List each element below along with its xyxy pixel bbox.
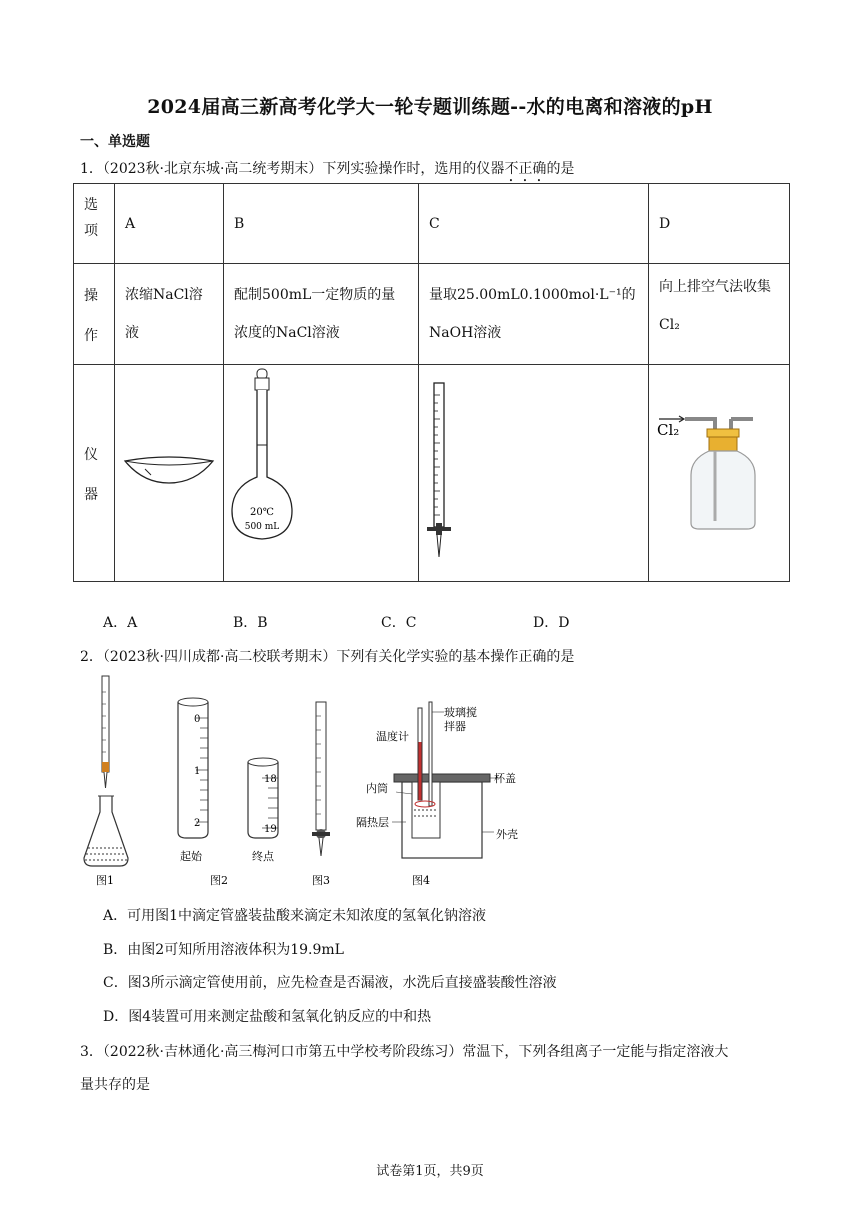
row-header-option: 选项 — [74, 184, 115, 264]
tick-0: 0 — [194, 714, 201, 725]
q1-prefix: 1．（2023秋·北京东城·高二统考期末）下列实验操作时，选用的仪器 — [80, 161, 505, 177]
evaporating-dish-icon — [115, 365, 223, 577]
burette-icon — [419, 365, 648, 577]
op-c: 量取25.00mL0.1000mol·L⁻¹的NaOH溶液 — [419, 264, 649, 365]
q1-option-c[interactable]: C．C — [381, 615, 417, 631]
tick-19: 19 — [264, 824, 277, 835]
label-stirrer-1: 玻璃搅 — [444, 706, 477, 719]
label-insulation: 隔热层 — [356, 816, 389, 829]
q1-emphasis: 不正确 — [504, 161, 547, 177]
flask-temp-label: 20℃ — [250, 507, 274, 518]
label-end: 终点 — [252, 850, 274, 863]
q2-answer-b[interactable]: B．由图2可知所用溶液体积为19.9mL — [103, 942, 344, 958]
op-b: 配制500mL一定物质的量浓度的NaCl溶液 — [224, 264, 419, 365]
tick-18: 18 — [264, 774, 277, 785]
flask-volume-label: 500 mL — [244, 522, 280, 532]
section-heading: 一、单选题 — [80, 134, 150, 150]
cl2-label: Cl₂ — [657, 421, 680, 439]
page-footer: 试卷第1页，共9页 — [376, 1164, 484, 1179]
instrument-c — [419, 365, 649, 582]
op-d: 向上排空气法收集Cl₂ — [649, 264, 790, 365]
label-shell: 外壳 — [496, 828, 518, 841]
q2-answer-d[interactable]: D．图4装置可用来测定盐酸和氢氧化钠反应的中和热 — [103, 1009, 432, 1025]
col-header-a: A — [115, 184, 224, 264]
instrument-b — [224, 365, 419, 582]
row-header-instrument: 仪器 — [74, 365, 115, 582]
tick-2: 2 — [194, 818, 201, 829]
row-header-operation: 操作 — [74, 264, 115, 365]
question-3-line2: 量共存的是 — [80, 1077, 150, 1093]
label-inner: 内筒 — [366, 782, 388, 795]
col-header-c: C — [419, 184, 649, 264]
question-1-stem — [80, 158, 574, 185]
volumetric-flask-icon — [224, 365, 418, 577]
q1-suffix: 的是 — [546, 161, 575, 177]
label-fig3: 图3 — [312, 874, 330, 887]
question-2-figures — [76, 672, 526, 892]
instrument-d — [649, 365, 790, 582]
label-fig1: 图1 — [96, 874, 114, 887]
label-lid: 杯盖 — [494, 772, 516, 785]
q1-option-b[interactable]: B．B — [233, 615, 268, 631]
tick-1: 1 — [194, 766, 201, 777]
label-fig4: 图4 — [412, 874, 430, 887]
question-2-stem: 2．（2023秋·四川成都·高二校联考期末）下列有关化学实验的基本操作正确的是 — [80, 649, 575, 665]
fig4-calorimeter-icon — [356, 702, 518, 858]
fig1-burette-flask-icon — [84, 676, 128, 866]
col-header-b: B — [224, 184, 419, 264]
label-thermometer: 温度计 — [376, 730, 409, 743]
op-a: 浓缩NaCl溶液 — [115, 264, 224, 365]
label-start: 起始 — [180, 850, 202, 863]
q1-option-d[interactable]: D．D — [533, 615, 570, 631]
label-stirrer-2: 拌器 — [444, 720, 466, 733]
question-1-table — [73, 183, 790, 582]
label-fig2: 图2 — [210, 874, 228, 887]
q1-option-a[interactable]: A．A — [103, 615, 138, 631]
instrument-a — [115, 365, 224, 582]
fig3-burette-icon — [312, 702, 330, 856]
q2-answer-a[interactable]: A．可用图1中滴定管盛装盐酸来滴定未知浓度的氢氧化钠溶液 — [103, 908, 487, 924]
col-header-d: D — [649, 184, 790, 264]
page-title: 2024届高三新高考化学大一轮专题训练题--水的电离和溶液的pH — [147, 96, 713, 118]
q2-answer-c[interactable]: C．图3所示滴定管使用前，应先检查是否漏液，水洗后直接盛装酸性溶液 — [103, 975, 557, 991]
question-3-line1: 3．（2022秋·吉林通化·高三梅河口市第五中学校考阶段练习）常温下，下列各组离子一定能与指定溶液大 — [80, 1044, 729, 1060]
fig2-cylinder-readings-icon — [178, 698, 278, 863]
gas-collecting-bottle-icon — [649, 365, 789, 577]
